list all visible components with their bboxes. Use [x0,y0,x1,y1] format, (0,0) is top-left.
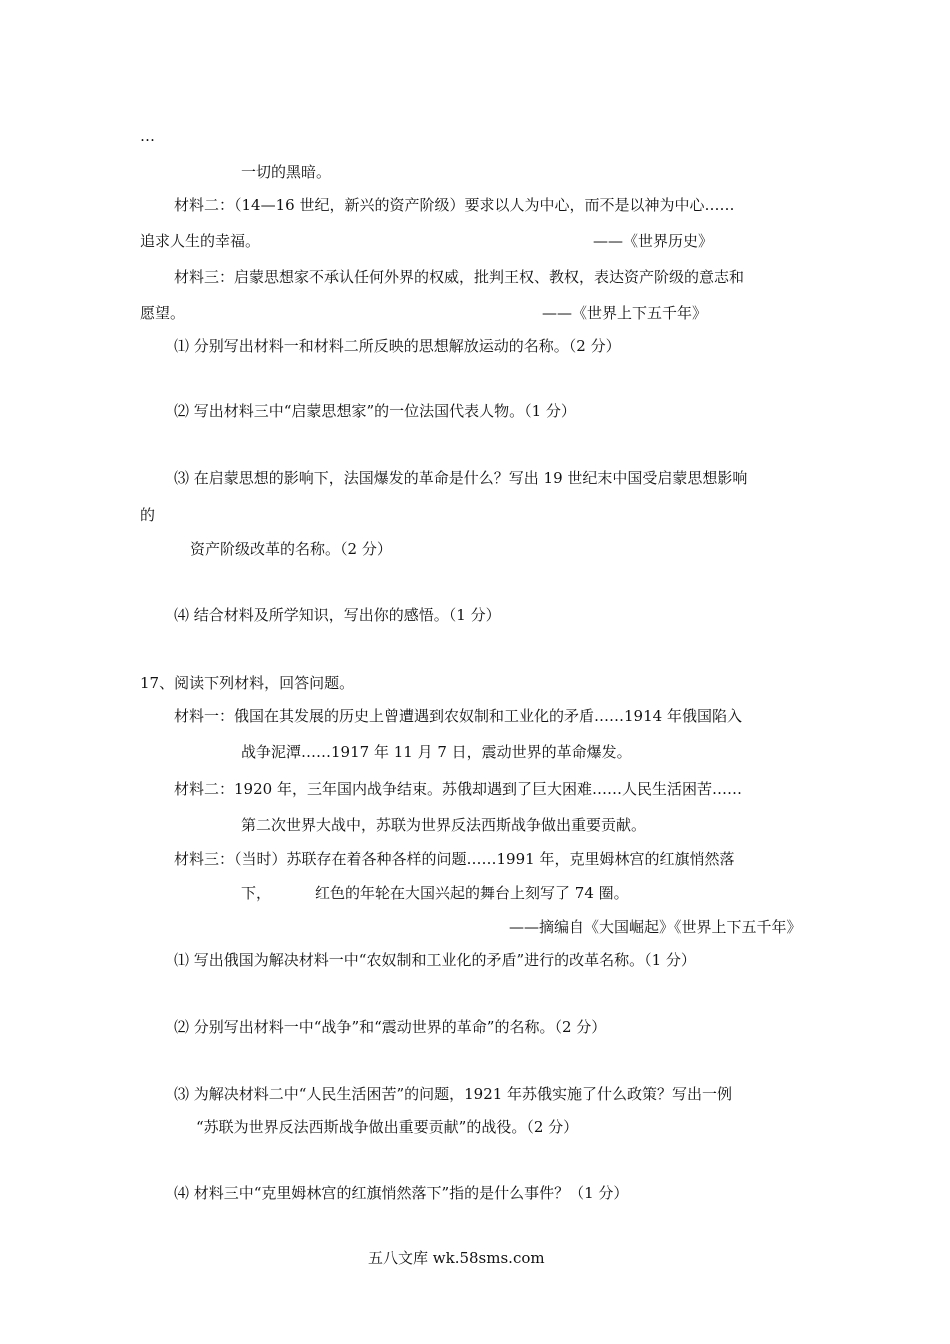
q16-material2-line2: 追求人生的幸福。 [140,232,261,250]
q17-source: ——摘编自《大国崛起》《世界上下五千年》 [509,918,802,936]
q16-sub1: ⑴ 分别写出材料一和材料二所反映的思想解放运动的名称。（2 分） [174,337,621,355]
q17-sub3-line1: ⑶ 为解决材料二中“人民生活困苦”的问题，1921 年苏俄实施了什么政策？写出一例 [174,1085,733,1103]
q16-material2-source: ——《世界历史》 [593,232,714,250]
q17-sub3-line2: “苏联为世界反法西斯战争做出重要贡献”的战役。（2 分） [196,1118,579,1136]
q17-sub4: ⑷ 材料三中“克里姆林宫的红旗悄然落下”指的是什么事件？（1 分） [174,1184,629,1202]
ellipsis-mark: … [140,127,155,145]
q17-material2-line2: 第二次世界大战中，苏联为世界反法西斯战争做出重要贡献。 [241,816,647,834]
q17-material3-line1: 材料三：（当时）苏联存在着各种各样的问题……1991 年，克里姆林宫的红旗悄然落 [174,850,735,868]
q17-sub2: ⑵ 分别写出材料一中“战争”和“震动世界的革命”的名称。（2 分） [174,1018,607,1036]
q16-sub2: ⑵ 写出材料三中“启蒙思想家”的一位法国代表人物。（1 分） [174,402,576,420]
q16-sub4: ⑷ 结合材料及所学知识，写出你的感悟。（1 分） [174,606,501,624]
q17-material1-line1: 材料一：俄国在其发展的历史上曾遭遇到农奴制和工业化的矛盾……1914 年俄国陷入 [174,707,742,725]
q16-material3-line2: 愿望。 [140,304,186,322]
q16-material2-line1: 材料二：（14—16 世纪，新兴的资产阶级）要求以人为中心，而不是以神为中心…… [174,196,735,214]
q17-material2-line1: 材料二：1920 年，三年国内战争结束。苏俄却遇到了巨大困难……人民生活困苦…… [174,780,742,798]
q16-material3-source: ——《世界上下五千年》 [542,304,708,322]
q17-material3-line2b: 红色的年轮在大国兴起的舞台上刻写了 74 圈。 [315,884,629,902]
q16-sub3-line2: 的 [140,506,156,524]
q16-sub3-line3: 资产阶级改革的名称。（2 分） [190,540,392,558]
q16-sub3-line1: ⑶ 在启蒙思想的影响下，法国爆发的革命是什么？写出 19 世纪末中国受启蒙思想影响 [174,469,748,487]
q16-material3-line1: 材料三：启蒙思想家不承认任何外界的权威，批判王权、教权，表达资产阶级的意志和 [174,268,745,286]
q16-material1-tail: 一切的黑暗。 [241,163,332,181]
q17-material1-line2: 战争泥潭……1917 年 11 月 7 日，震动世界的革命爆发。 [241,743,632,761]
q17-material3-line2a: 下， [241,884,272,902]
q17-title: 17、阅读下列材料，回答问题。 [140,674,355,692]
page-footer: 五八文库 wk.58sms.com [368,1249,545,1267]
q17-sub1: ⑴ 写出俄国为解决材料一中“农奴制和工业化的矛盾”进行的改革名称。（1 分） [174,951,696,969]
